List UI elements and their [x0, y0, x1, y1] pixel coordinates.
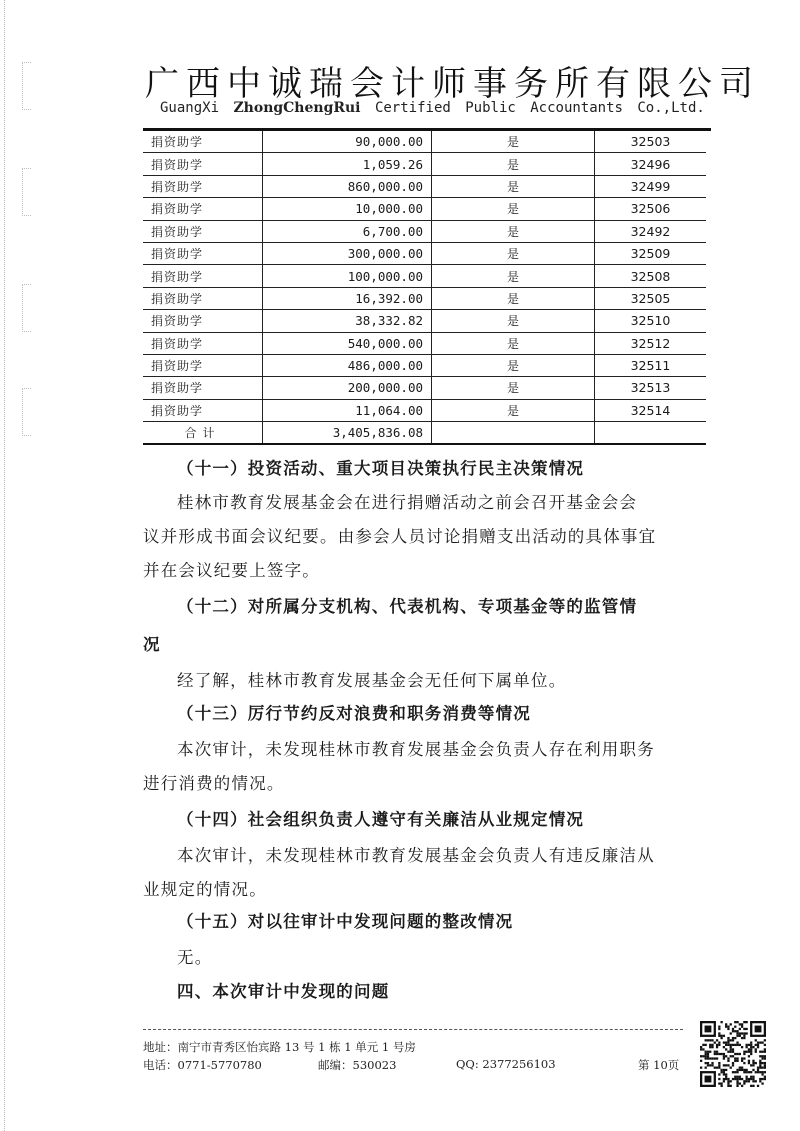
total-empty-cell [595, 422, 707, 445]
cell-code: 32506 [595, 198, 707, 220]
cell-flag: 是 [432, 153, 595, 175]
cell-amount: 38,332.82 [263, 310, 432, 332]
cell-code: 32510 [595, 310, 707, 332]
letterhead-en-part1: GuangXi [160, 100, 220, 116]
cell-type: 捐资助学 [143, 131, 263, 153]
table-row [143, 175, 706, 197]
cell-amount: 300,000.00 [263, 242, 432, 264]
letterhead-company-name-cn: 广西中诚瑞会计师事务所有限公司 [145, 64, 760, 104]
cell-type: 捐资助学 [143, 265, 263, 287]
section-12-body: 经了解，桂林市教育发展基金会无任何下属单位。 [177, 671, 567, 690]
table-total-row [143, 422, 706, 445]
footer-postcode: 邮编：530023 [318, 1058, 397, 1072]
section-12-heading: （十二）对所属分支机构、代表机构、专项基金等的监管情 [177, 597, 638, 616]
cell-amount: 10,000.00 [263, 198, 432, 220]
cell-type: 捐资助学 [143, 332, 263, 354]
table-row [143, 265, 706, 287]
cell-code: 32509 [595, 242, 707, 264]
cell-code: 32514 [595, 399, 707, 421]
cell-code: 32511 [595, 354, 707, 376]
cell-flag: 是 [432, 377, 595, 399]
total-label: 合计 [143, 422, 263, 445]
cell-flag: 是 [432, 332, 595, 354]
section-13-body-line: 进行消费的情况。 [143, 774, 285, 793]
table-row [143, 198, 706, 220]
binder-hole-mark [22, 168, 31, 216]
section-14-heading: （十四）社会组织负责人遵守有关廉洁从业规定情况 [177, 810, 585, 829]
cell-code: 32512 [595, 332, 707, 354]
table-row [143, 287, 706, 309]
cell-amount: 100,000.00 [263, 265, 432, 287]
cell-amount: 90,000.00 [263, 131, 432, 153]
section-12-heading-cont: 况 [143, 635, 161, 654]
cell-type: 捐资助学 [143, 377, 263, 399]
cell-amount: 486,000.00 [263, 354, 432, 376]
cell-amount: 860,000.00 [263, 175, 432, 197]
letterhead-company-name-en [160, 100, 705, 116]
table-row [143, 332, 706, 354]
table-row [143, 310, 706, 332]
cell-code: 32499 [595, 175, 707, 197]
footer-phone: 电话：0771-5770780 [143, 1058, 262, 1072]
footer-rule [143, 1029, 683, 1030]
cell-type: 捐资助学 [143, 220, 263, 242]
section-14-body-line: 业规定的情况。 [143, 880, 267, 899]
cell-flag: 是 [432, 175, 595, 197]
scan-left-edge [0, 0, 5, 1131]
qr-code-icon [698, 1021, 768, 1087]
table-row [143, 377, 706, 399]
part-4-heading: 四、本次审计中发现的问题 [177, 982, 390, 1001]
cell-amount: 11,064.00 [263, 399, 432, 421]
cell-amount: 6,700.00 [263, 220, 432, 242]
cell-flag: 是 [432, 265, 595, 287]
section-15-heading: （十五）对以往审计中发现问题的整改情况 [177, 912, 514, 931]
table-row [143, 354, 706, 376]
cell-type: 捐资助学 [143, 242, 263, 264]
letterhead-en-bold: ZhongChengRui [233, 100, 361, 116]
binder-hole-mark [22, 388, 31, 436]
cell-flag: 是 [432, 287, 595, 309]
cell-code: 32503 [595, 131, 707, 153]
cell-flag: 是 [432, 131, 595, 153]
cell-code: 32496 [595, 153, 707, 175]
binder-hole-mark [22, 284, 31, 332]
cell-flag: 是 [432, 354, 595, 376]
footer-page-number: 第 10页 [638, 1058, 680, 1072]
cell-type: 捐资助学 [143, 354, 263, 376]
cell-flag: 是 [432, 399, 595, 421]
section-13-heading: （十三）厉行节约反对浪费和职务消费等情况 [177, 704, 531, 723]
cell-amount: 1,059.26 [263, 153, 432, 175]
table-row [143, 242, 706, 264]
section-13-body-line: 本次审计，未发现桂林市教育发展基金会负责人存在利用职务 [177, 740, 655, 759]
table-row [143, 399, 706, 421]
cell-type: 捐资助学 [143, 399, 263, 421]
footer-qq: QQ: 2377256103 [456, 1057, 556, 1071]
cell-type: 捐资助学 [143, 175, 263, 197]
cell-type: 捐资助学 [143, 287, 263, 309]
cell-flag: 是 [432, 220, 595, 242]
section-11-body-line: 桂林市教育发展基金会在进行捐赠活动之前会召开基金会会 [177, 493, 638, 512]
total-empty-cell [432, 422, 595, 445]
section-14-body-line: 本次审计，未发现桂林市教育发展基金会负责人有违反廉洁从 [177, 846, 655, 865]
footer-address: 地址：南宁市青秀区怡宾路 13 号 1 栋 1 单元 1 号房 [143, 1040, 416, 1054]
cell-amount: 540,000.00 [263, 332, 432, 354]
section-15-body: 无。 [177, 948, 213, 967]
section-11-heading: （十一）投资活动、重大项目决策执行民主决策情况 [177, 459, 585, 478]
cell-flag: 是 [432, 310, 595, 332]
cell-type: 捐资助学 [143, 198, 263, 220]
cell-code: 32508 [595, 265, 707, 287]
section-11-body-line: 议并形成书面会议纪要。由参会人员讨论捐赠支出活动的具体事宜 [143, 527, 657, 546]
total-amount: 3,405,836.08 [263, 422, 432, 445]
cell-code: 32505 [595, 287, 707, 309]
table-row [143, 153, 706, 175]
table-row [143, 131, 706, 153]
donation-table [143, 131, 706, 445]
cell-amount: 200,000.00 [263, 377, 432, 399]
binder-hole-mark [22, 62, 31, 110]
cell-type: 捐资助学 [143, 153, 263, 175]
cell-flag: 是 [432, 242, 595, 264]
cell-flag: 是 [432, 198, 595, 220]
cell-code: 32492 [595, 220, 707, 242]
letterhead-en-part2: Certified Public Accountants Co.,Ltd. [374, 100, 705, 116]
table-row [143, 220, 706, 242]
section-11-body-line: 并在会议纪要上签字。 [143, 561, 320, 580]
donation-table-body [143, 131, 706, 444]
cell-amount: 16,392.00 [263, 287, 432, 309]
cell-code: 32513 [595, 377, 707, 399]
cell-type: 捐资助学 [143, 310, 263, 332]
